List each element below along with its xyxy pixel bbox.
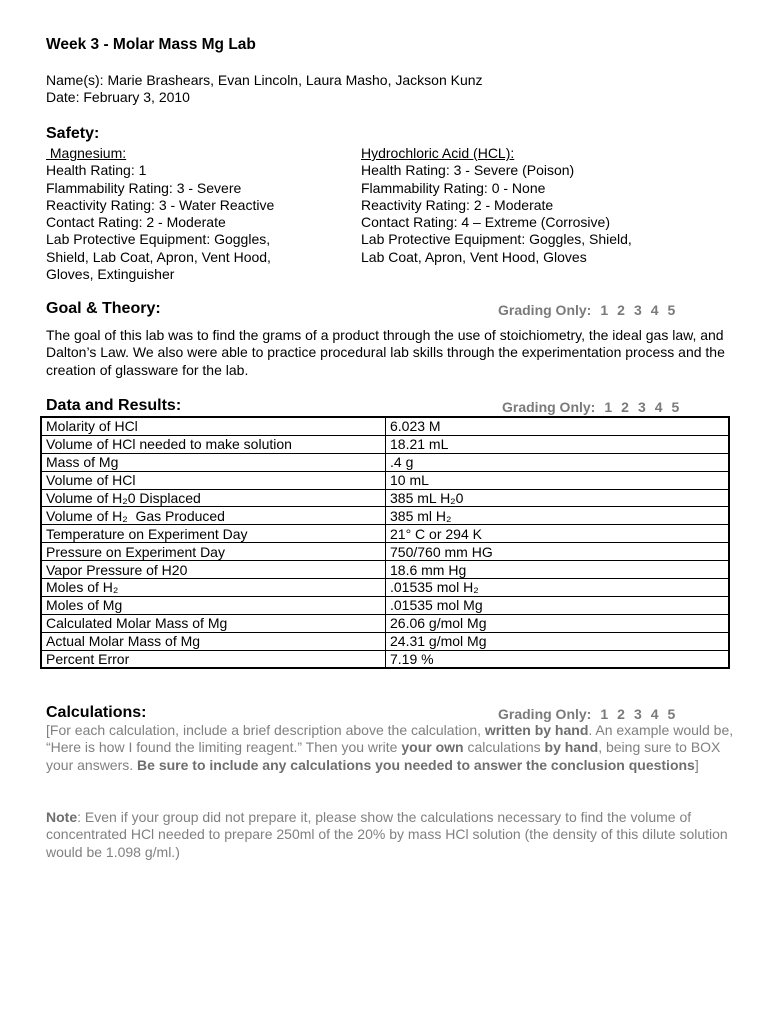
instruction-text: . An example would be, “Here is how I found the limiting reagent.” Then you write — [46, 722, 734, 756]
table-row — [41, 596, 729, 614]
table-cell-value: 18.21 mL — [386, 435, 730, 453]
instruction-emphasis: by hand — [544, 739, 599, 756]
hcl-line: Flammability Rating: 0 - None — [361, 179, 546, 196]
grading-score: 2 — [617, 706, 625, 722]
hcl-line: Health Rating: 3 - Severe (Poison) — [361, 162, 575, 179]
instruction-text: [For each calculation, include a brief description above the calculation, — [46, 722, 485, 738]
magnesium-line: Lab Protective Equipment: Goggles, — [46, 231, 271, 248]
grading-score: 5 — [671, 399, 680, 415]
grading-label: Grading Only: — [502, 399, 596, 415]
magnesium-line: Health Rating: 1 — [46, 162, 147, 179]
table-cell-value: .4 g — [386, 453, 730, 471]
table-cell-label: Pressure on Experiment Day — [41, 543, 386, 561]
table-cell-value: 385 mL H₂0 — [386, 489, 730, 507]
table-cell-label: Percent Error — [41, 650, 386, 668]
magnesium-line: Gloves, Extinguisher — [46, 266, 175, 283]
instruction-emphasis: written by hand — [484, 722, 589, 738]
grading-score: 1 — [600, 302, 609, 318]
calculations-instructions — [46, 722, 736, 774]
data-results-heading: Data and Results: — [46, 397, 182, 414]
table-cell-value: 385 ml H₂ — [386, 507, 730, 525]
magnesium-safety-column — [46, 145, 274, 283]
table-row — [41, 471, 729, 489]
calculations-heading: Calculations: — [46, 704, 147, 721]
goal-heading: Goal & Theory: — [46, 300, 161, 317]
table-row — [41, 543, 729, 561]
hcl-heading: Hydrochloric Acid (HCL): — [361, 145, 515, 161]
grading-score: 4 — [650, 706, 659, 722]
table-row — [41, 525, 729, 543]
magnesium-heading: Magnesium: — [46, 145, 127, 161]
table-cell-label: Calculated Molar Mass of Mg — [41, 614, 386, 632]
names-line: Name(s): Marie Brashears, Evan Lincoln, Laura Masho, Jackson Kunz — [46, 72, 483, 88]
hcl-line: Lab Protective Equipment: Goggles, Shield, — [361, 231, 632, 248]
hcl-line: Reactivity Rating: 2 - Moderate — [361, 196, 554, 213]
magnesium-line: Shield, Lab Coat, Apron, Vent Hood, — [46, 248, 271, 265]
table-cell-value: 750/760 mm HG — [386, 543, 730, 561]
document-title: Week 3 - Molar Mass Mg Lab — [46, 36, 256, 53]
grading-label: Grading Only: — [498, 302, 592, 318]
grading-scale — [498, 706, 675, 722]
table-row — [41, 453, 729, 471]
table-cell-label: Actual Molar Mass of Mg — [41, 632, 386, 650]
date-line: Date: February 3, 2010 — [46, 89, 190, 105]
hcl-line: Contact Rating: 4 – Extreme (Corrosive) — [361, 214, 610, 231]
calculations-note — [46, 809, 736, 861]
table-row — [41, 650, 729, 668]
grading-scale — [498, 302, 675, 318]
instruction-text: , being sure to BOX your answers. — [46, 739, 721, 773]
table-row — [41, 579, 729, 597]
magnesium-line: Reactivity Rating: 3 - Water Reactive — [46, 196, 275, 213]
table-cell-label: Volume of H₂ Gas Produced — [41, 507, 386, 525]
table-cell-label: Vapor Pressure of H20 — [41, 561, 386, 579]
instruction-text: calculations — [463, 739, 545, 756]
grading-score: 3 — [633, 706, 642, 722]
grading-score: 2 — [621, 399, 629, 415]
grading-score: 5 — [667, 706, 676, 722]
grading-label: Grading Only: — [498, 706, 592, 722]
table-cell-value: 26.06 g/mol Mg — [386, 614, 730, 632]
grading-scale — [502, 399, 679, 415]
table-cell-value: 18.6 mm Hg — [386, 561, 730, 579]
table-cell-label: Volume of HCl — [41, 471, 386, 489]
table-cell-value: .01535 mol H₂ — [386, 579, 730, 597]
table-cell-value: 24.31 g/mol Mg — [386, 632, 730, 650]
grading-score: 1 — [604, 399, 613, 415]
table-row — [41, 632, 729, 650]
hcl-line: Lab Coat, Apron, Vent Hood, Gloves — [361, 248, 587, 265]
table-row — [41, 561, 729, 579]
grading-score: 3 — [633, 302, 642, 318]
instruction-text: ] — [694, 756, 699, 773]
grading-score: 5 — [667, 302, 676, 318]
table-cell-value: .01535 mol Mg — [386, 596, 730, 614]
grading-score: 4 — [654, 399, 663, 415]
grading-score: 3 — [637, 399, 646, 415]
instruction-emphasis: Be sure to include any calculations you needed to answer the conclusion questions — [137, 756, 695, 773]
table-cell-value: 10 mL — [386, 471, 730, 489]
magnesium-line: Contact Rating: 2 - Moderate — [46, 214, 226, 231]
note-label: Note — [46, 809, 78, 825]
safety-heading: Safety: — [46, 125, 100, 142]
hcl-safety-column — [361, 145, 632, 266]
table-cell-label: Temperature on Experiment Day — [41, 525, 386, 543]
table-cell-label: Molarity of HCl — [41, 417, 386, 435]
table-cell-value: 21° C or 294 K — [386, 525, 730, 543]
table-cell-label: Moles of H₂ — [41, 579, 386, 597]
grading-score: 4 — [650, 302, 659, 318]
grading-score: 1 — [600, 706, 609, 722]
grading-score: 2 — [617, 302, 625, 318]
table-cell-label: Mass of Mg — [41, 453, 386, 471]
table-cell-value: 7.19 % — [386, 650, 730, 668]
table-cell-value: 6.023 M — [386, 417, 730, 435]
instruction-emphasis: your own — [401, 739, 464, 756]
table-row — [41, 435, 729, 453]
goal-text: The goal of this lab was to find the grams of a product through the use of stoichiometry, the ideal gas law, and Dalton’s Law. We also were able to practice procedural lab skills through the experimentation process and the creation of glassware for the lab. — [46, 327, 725, 378]
table-cell-label: Moles of Mg — [41, 596, 386, 614]
table-cell-label: Volume of H₂0 Displaced — [41, 489, 386, 507]
note-text: : Even if your group did not prepare it, please show the calculations necessary to find the volume of concentrated HCl needed to prepare 250ml of the 20% by mass HCl solution (the density of this dilute solution would be 1.098 g/ml.) — [46, 809, 728, 860]
table-row — [41, 489, 729, 507]
table-row — [41, 614, 729, 632]
table-cell-label: Volume of HCl needed to make solution — [41, 435, 386, 453]
table-row — [41, 417, 729, 435]
data-results-table — [40, 416, 730, 669]
magnesium-line: Flammability Rating: 3 - Severe — [46, 179, 242, 196]
table-row — [41, 507, 729, 525]
